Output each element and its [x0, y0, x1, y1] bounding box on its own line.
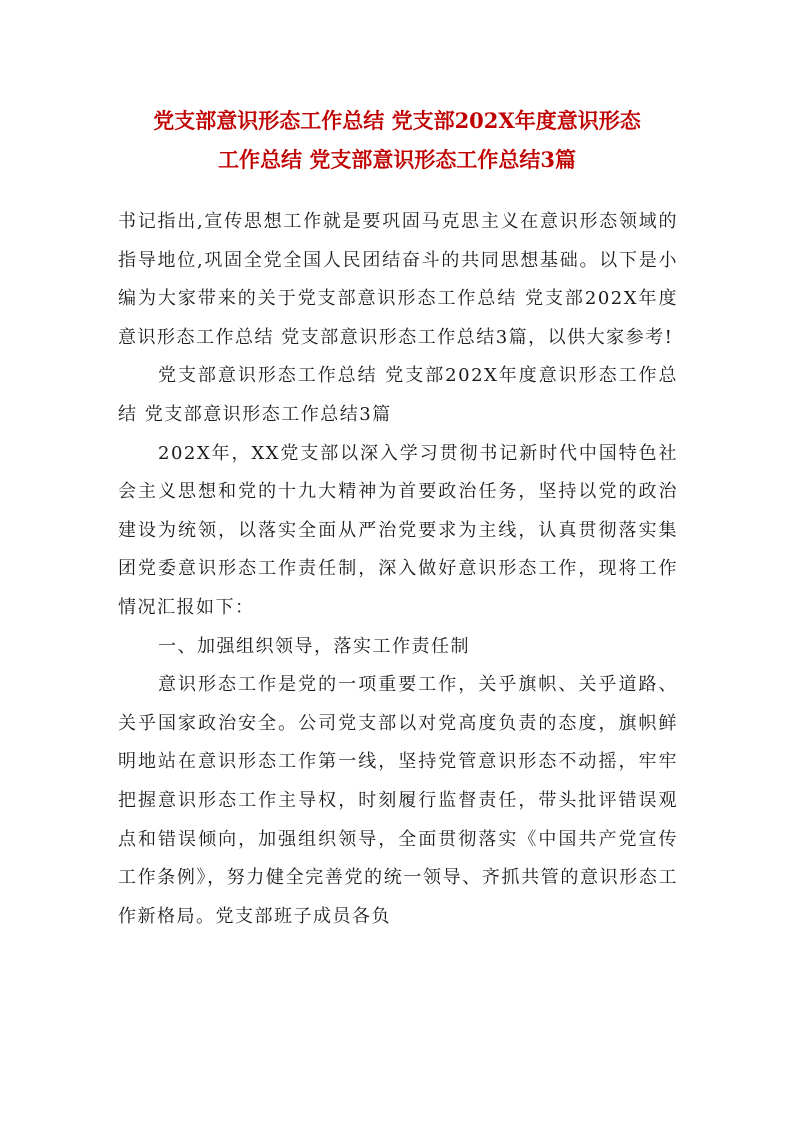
summary-paragraph: 202X年，XX党支部以深入学习贯彻书记新时代中国特色社会主义思想和党的十九大精神为首要政治任务，坚持以党的政治建设为统领，以落实全面从严治党要求为主线，认真贯彻落实集团党委意识形态工作责任制，深入做好意识形态工作，现将工作情况汇报如下：	[118, 442, 678, 618]
intro-paragraph: 书记指出,宣传思想工作就是要巩固马克思主义在意识形态领域的指导地位,巩固全党全国人民团结奋斗的共同思想基础。以下是小编为大家带来的关于党支部意识形态工作总结 党支部202X年度意识形态工作总结 党支部意识形态工作总结3篇，以供大家参考!	[118, 211, 678, 348]
document-title-line-1: 党支部意识形态工作总结 党支部202X年度意识形态	[153, 108, 641, 133]
section-paragraph-1: 意识形态工作是党的一项重要工作，关乎旗帜、关乎道路、关乎国家政治安全。公司党支部以对党高度负责的态度，旗帜鲜明地站在意识形态工作第一线，坚持党管意识形态不动摇，牢牢把握意识形态工作主导权，时刻履行监督责任，带头批评错误观点和错误倾向，加强组织领导，全面贯彻落实《中国共产党宣传工作条例》，努力健全完善党的统一领导、齐抓共管的意识形态工作新格局。党支部班子成员各负	[118, 674, 678, 927]
document-body	[118, 203, 678, 936]
document-title-line-2: 工作总结 党支部意识形态工作总结3篇	[218, 147, 576, 172]
repeated-title-paragraph: 党支部意识形态工作总结 党支部202X年度意识形态工作总结 党支部意识形态工作总结3篇	[118, 365, 678, 425]
section-heading-1: 一、加强组织领导，落实工作责任制	[158, 635, 470, 657]
